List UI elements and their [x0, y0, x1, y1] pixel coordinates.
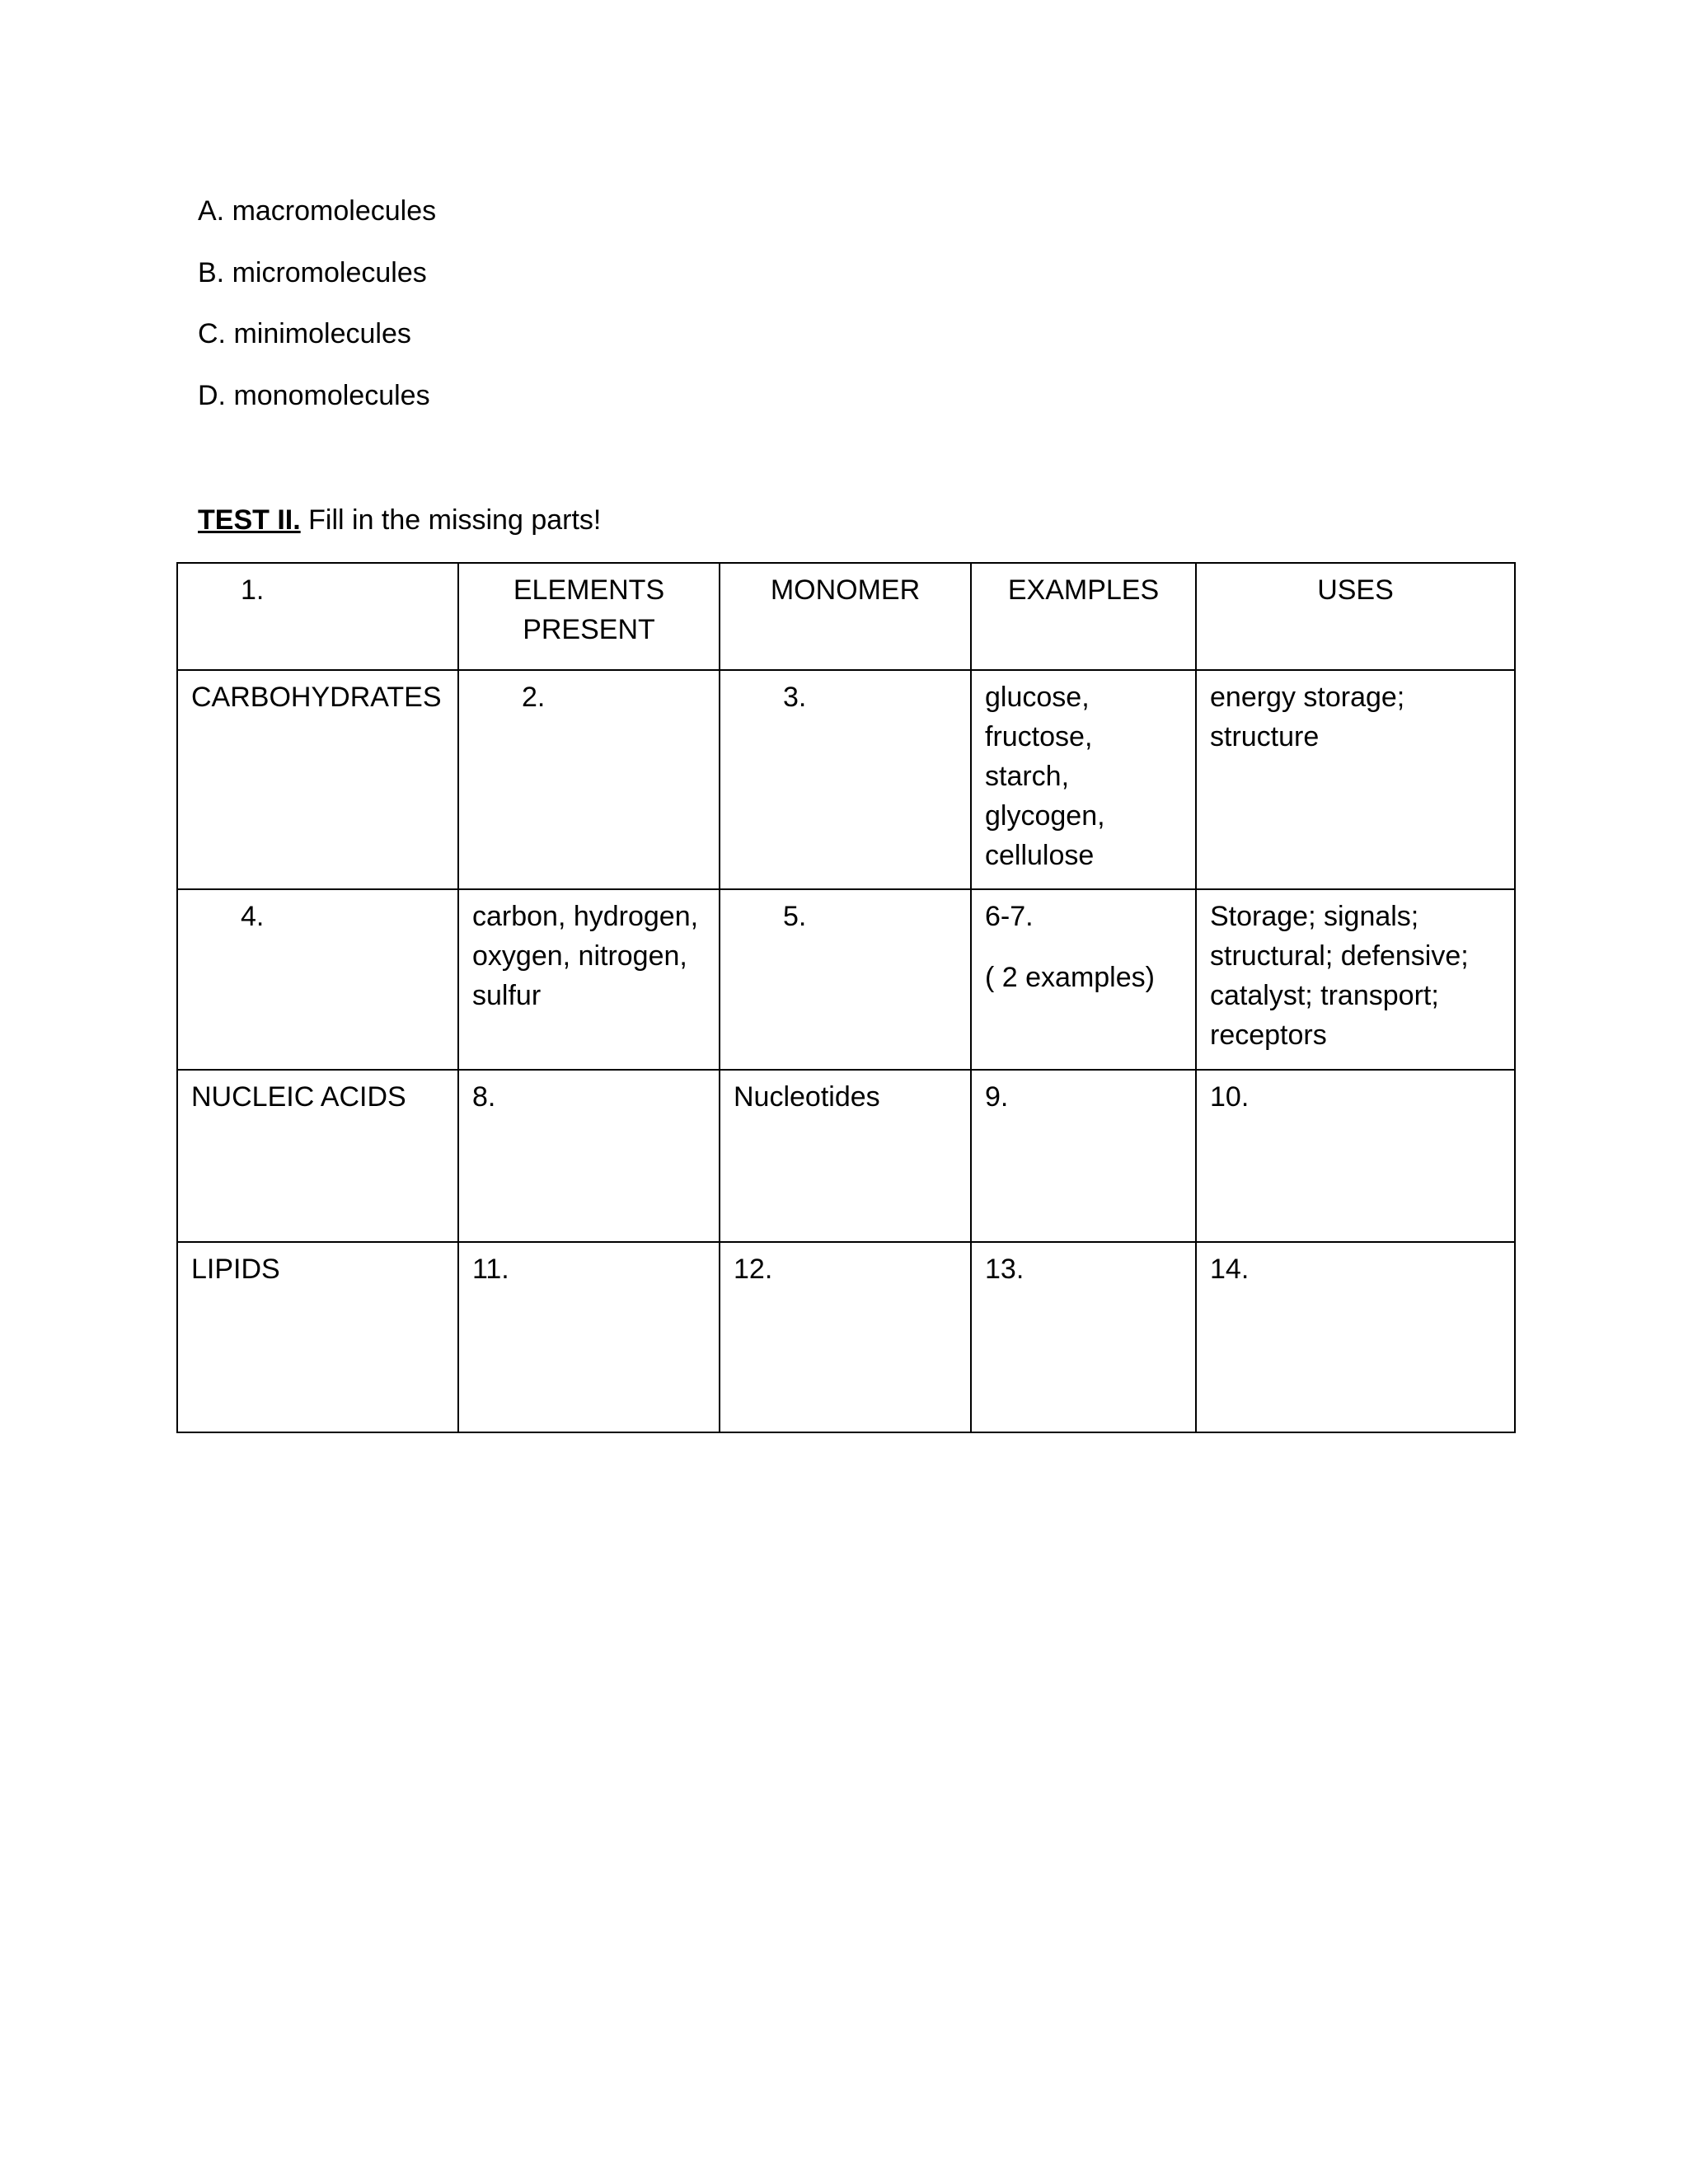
test-instruction: Fill in the missing parts! [300, 504, 602, 536]
header-cell-elements [458, 563, 720, 670]
uses-line: structural; defensive; [1210, 940, 1469, 972]
choice-a: A. macromolecules [198, 195, 437, 227]
table-row [177, 670, 1515, 889]
row-name: CARBOHYDRATES [177, 670, 458, 889]
choice-c: C. minimolecules [198, 318, 411, 349]
uses-line: catalyst; transport; [1210, 980, 1439, 1011]
elements-line: carbon, hydrogen, [472, 901, 699, 932]
row-uses: 10. [1196, 1070, 1515, 1242]
row-elements: 11. [458, 1242, 720, 1432]
header-cell-uses: USES [1196, 563, 1515, 670]
row-examples: 9. [971, 1070, 1196, 1242]
row-monomer: Nucleotides [720, 1070, 971, 1242]
example-line: starch, [985, 761, 1070, 792]
row-name: LIPIDS [177, 1242, 458, 1432]
row-uses [1196, 889, 1515, 1070]
uses-line: structure [1210, 721, 1320, 752]
example-line: fructose, [985, 721, 1093, 752]
row-monomer: 5. [720, 889, 971, 1070]
row-elements [458, 889, 720, 1070]
choice-d: D. monomolecules [198, 379, 430, 411]
header-cell-monomer: MONOMER [720, 563, 971, 670]
example-line: 6-7. [985, 901, 1034, 932]
test-heading [198, 504, 601, 537]
row-elements: 8. [458, 1070, 720, 1242]
example-line: glucose, [985, 682, 1090, 713]
uses-line: receptors [1210, 1019, 1327, 1051]
table-row [177, 1070, 1515, 1242]
row-elements: 2. [458, 670, 720, 889]
row-monomer: 3. [720, 670, 971, 889]
elements-line: sulfur [472, 980, 542, 1011]
header-cell-examples: EXAMPLES [971, 563, 1196, 670]
example-note: ( 2 examples) [985, 962, 1155, 993]
header-elements-line-2: PRESENT [523, 614, 655, 645]
uses-line: energy storage; [1210, 682, 1405, 713]
header-elements-line-1: ELEMENTS [513, 574, 665, 606]
row-name: 4. [177, 889, 458, 1070]
row-examples [971, 889, 1196, 1070]
test-label: TEST II. [198, 504, 301, 536]
uses-line: Storage; signals; [1210, 901, 1419, 932]
row-monomer: 12. [720, 1242, 971, 1432]
example-line: cellulose [985, 840, 1095, 871]
table-header-row [177, 563, 1515, 670]
row-uses [1196, 670, 1515, 889]
header-cell-1: 1. [177, 563, 458, 670]
choice-b: B. micromolecules [198, 256, 427, 288]
row-examples: 13. [971, 1242, 1196, 1432]
fill-in-table [176, 562, 1516, 1433]
table-row [177, 1242, 1515, 1432]
row-name: NUCLEIC ACIDS [177, 1070, 458, 1242]
example-line: glycogen, [985, 800, 1105, 832]
row-examples [971, 670, 1196, 889]
multiple-choice-options [198, 194, 436, 440]
table-row [177, 889, 1515, 1070]
elements-line: oxygen, nitrogen, [472, 940, 687, 972]
row-uses: 14. [1196, 1242, 1515, 1432]
